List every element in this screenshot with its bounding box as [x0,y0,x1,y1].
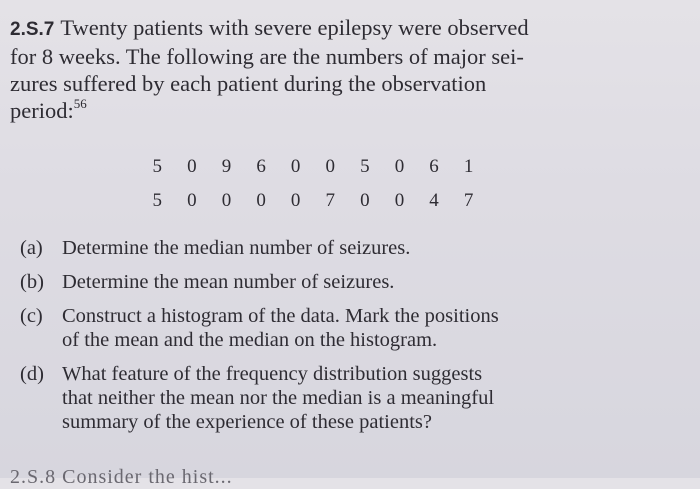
part-line: summary of the experience of these patients? [62,411,432,433]
part-text [62,362,640,434]
data-value: 0 [360,190,370,211]
data-value: 5 [152,190,163,211]
part-line: Construct a histogram of the data. Mark the positions [62,305,499,327]
part-line: Determine the median number of seizures. [62,237,411,259]
data-value: 0 [290,156,301,177]
data-row-2 [140,184,486,218]
data-row-1 [140,150,486,184]
data-value: 1 [463,156,474,177]
data-value: 9 [221,156,232,177]
part-text [62,236,640,260]
part-letter: (b) [20,271,44,293]
data-value: 6 [429,156,439,177]
part-line: that neither the mean nor the median is a meaningful [62,387,495,409]
part-c [20,304,640,352]
part-letter: (c) [20,305,43,327]
data-value: 0 [221,190,232,211]
data-value: 0 [256,190,266,211]
problem-line-1: Twenty patients with severe epilepsy were observed [60,15,529,40]
footnote-reference: 56 [73,96,87,111]
data-value: 0 [325,156,336,177]
data-value: 6 [256,156,266,177]
part-letter: (d) [20,363,44,385]
question-parts [20,236,640,444]
part-a [20,236,640,260]
data-value: 5 [360,156,370,177]
data-value: 4 [429,190,439,211]
part-d [20,362,640,434]
next-problem-cutoff: 2.S.8 Consider the hist... [10,466,233,488]
part-text [62,304,640,352]
data-value: 7 [463,190,474,211]
problem-line-3: zures suffered by each patient during the observation [10,71,487,96]
data-value: 7 [325,190,336,211]
part-b [20,270,640,294]
data-value: 0 [187,156,197,177]
part-line: Determine the mean number of seizures. [62,271,395,293]
data-value: 0 [187,190,197,211]
problem-statement [10,14,650,124]
data-value: 0 [394,190,405,211]
problem-line-4: period: [10,98,74,123]
part-line: of the mean and the median on the histogram. [62,329,438,351]
data-value: 0 [290,190,301,211]
problem-line-2: for 8 weeks. The following are the numbers of major sei- [10,44,524,69]
part-line: What feature of the frequency distribution suggests [62,363,483,385]
data-value: 5 [152,156,163,177]
data-value: 0 [394,156,405,177]
part-text [62,270,640,294]
problem-number: 2.S.7 [10,19,55,40]
part-letter: (a) [20,237,43,259]
seizure-data-table [140,150,486,218]
